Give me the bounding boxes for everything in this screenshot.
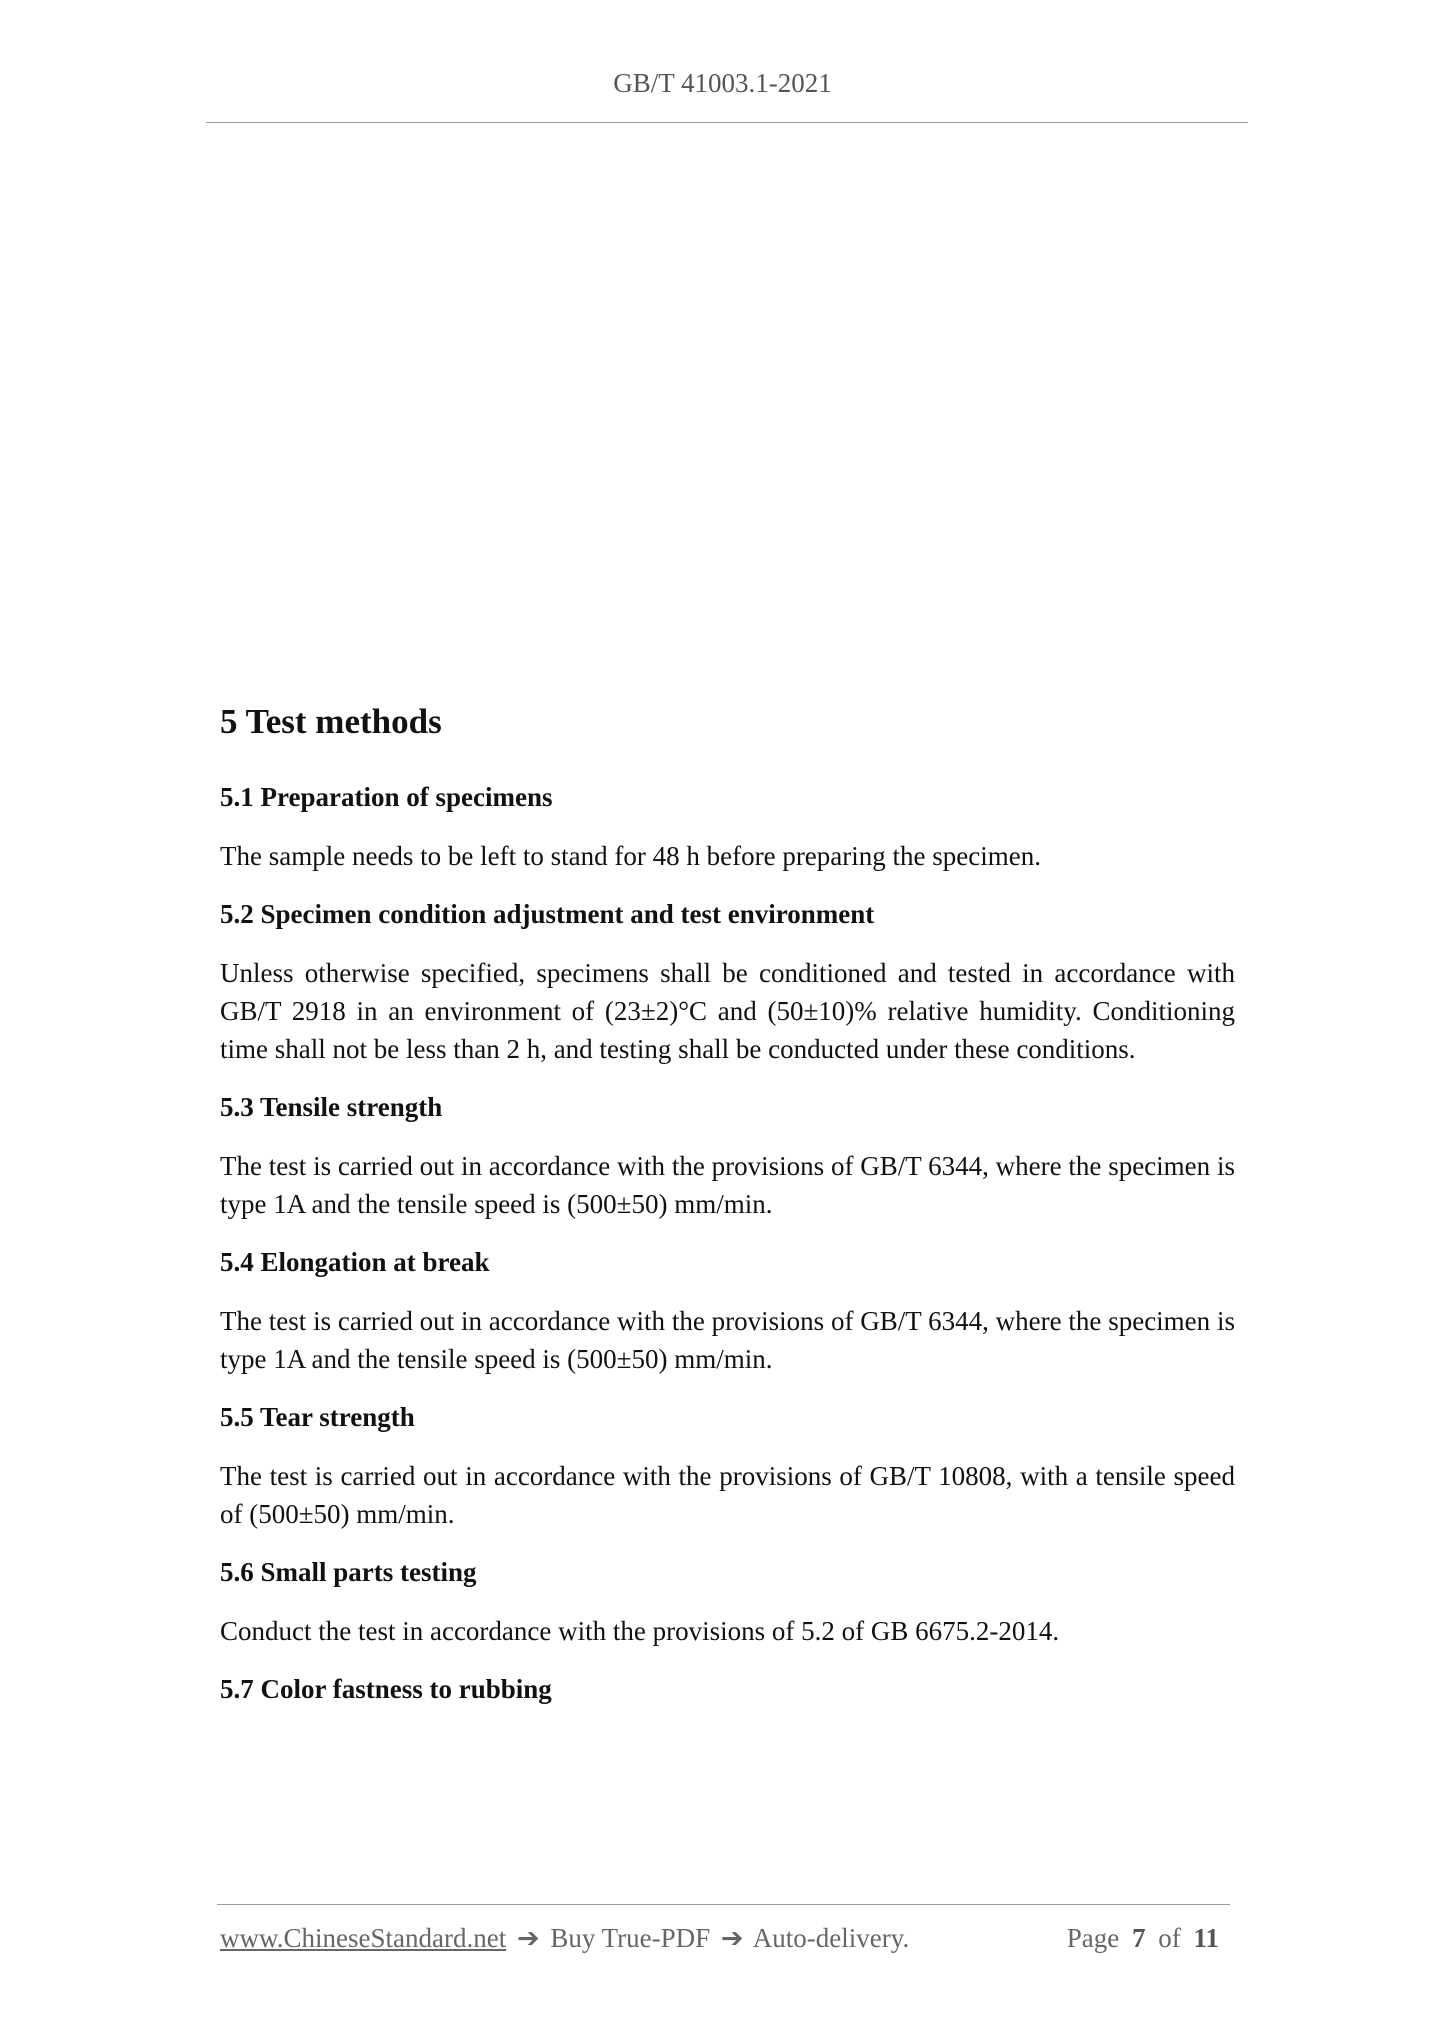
page-label: Page xyxy=(1066,1923,1120,1953)
page-indicator xyxy=(1067,1925,1225,1952)
subsection-5-6 xyxy=(220,1555,1235,1650)
subsection-title: 5.3 Tensile strength xyxy=(220,1091,443,1122)
subsection-body: The sample needs to be left to stand for 48 h before preparing the specimen. xyxy=(220,840,1041,871)
subsection-5-4 xyxy=(220,1245,1235,1378)
subsection-title: 5.7 Color fastness to rubbing xyxy=(220,1674,552,1705)
document-content xyxy=(220,700,1235,1729)
page-total: 11 xyxy=(1193,1923,1219,1953)
subsection-title: 5.4 Elongation at break xyxy=(220,1247,490,1278)
subsection-title: 5.1 Preparation of specimens xyxy=(220,781,553,812)
subsection-5-3 xyxy=(220,1090,1235,1223)
subsection-body: The test is carried out in accordance with the provisions of GB/T 6344, where the specimen is type 1A and the tensile speed is (500±50) mm/min. xyxy=(220,1306,1235,1375)
subsection-title: 5.6 Small parts testing xyxy=(220,1557,477,1588)
subsection-body: Unless otherwise specified, specimens shall be conditioned and tested in accordance with GB/T 2918 in an environment of (23±2)°C and (50±10)% relative humidity. Conditioning time shall not be less than 2 h, and testing shall be conducted under these conditions. xyxy=(220,957,1235,1064)
right-arrow-icon: ➔ xyxy=(720,1923,744,1953)
subsection-title: 5.5 Tear strength xyxy=(220,1402,415,1433)
subsection-body: Conduct the test in accordance with the provisions of 5.2 of GB 6675.2-2014. xyxy=(220,1616,1060,1647)
subsection-body: The test is carried out in accordance with the provisions of GB/T 6344, where the specimen is type 1A and the tensile speed is (500±50) mm/min. xyxy=(220,1151,1235,1220)
page-of-label: of xyxy=(1158,1923,1181,1953)
right-arrow-icon: ➔ xyxy=(516,1923,540,1953)
subsection-5-1 xyxy=(220,780,1235,875)
subsection-5-5 xyxy=(220,1400,1235,1533)
section-title: 5 Test methods xyxy=(220,702,442,741)
footer-divider xyxy=(217,1904,1230,1905)
header-divider xyxy=(206,122,1248,123)
footer-promo xyxy=(220,1925,909,1952)
buy-true-pdf-text: Buy True-PDF xyxy=(550,1923,711,1953)
auto-delivery-text: Auto-delivery. xyxy=(752,1923,910,1953)
subsection-title: 5.2 Specimen condition adjustment and test environment xyxy=(220,898,875,929)
subsection-5-2 xyxy=(220,897,1235,1068)
subsection-body: The test is carried out in accordance with the provisions of GB/T 10808, with a tensile speed of (500±50) mm/min. xyxy=(220,1461,1235,1530)
subsection-5-7 xyxy=(220,1672,1235,1707)
page-header-title: GB/T 41003.1-2021 xyxy=(613,68,832,98)
chinese-standard-link[interactable]: www.ChineseStandard.net xyxy=(220,1923,507,1953)
page-current: 7 xyxy=(1131,1923,1146,1953)
